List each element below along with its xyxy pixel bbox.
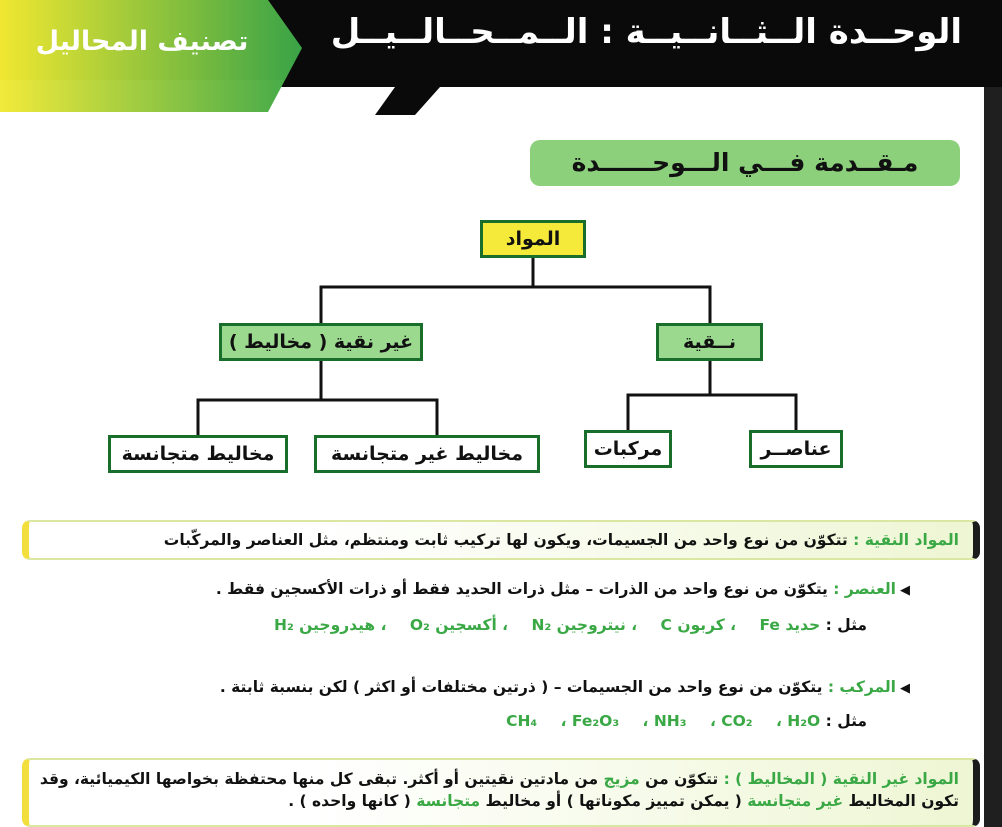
tree-root-materials: المواد	[480, 220, 586, 258]
keyword-heterogeneous: غير متجانسة	[747, 792, 844, 810]
pure-definition-bar	[22, 520, 980, 560]
compound-examples-label: مثل :	[825, 712, 867, 730]
tree-pure: نــقية	[656, 323, 763, 361]
impure-text-2: من مادتين نقيتين أو أكثر. تبقى كل منها محتفظة بخواصها الكيميائية، وقد تكون المخاليط	[39, 770, 959, 810]
example-item: ، نيتروجين N₂	[531, 616, 638, 634]
pure-definition	[29, 522, 973, 558]
tree-homogeneous: مخاليط متجانسة	[108, 435, 288, 473]
impure-definition	[29, 760, 973, 812]
unit-title: الوحــدة الــثــانــيــة : الــمــحــالــيــل	[330, 12, 962, 52]
badge-title: تصنيف المحاليل	[35, 26, 249, 57]
element-term: العنصر :	[833, 580, 896, 598]
pure-text: تتكوّن من نوع واحد من الجسيمات، ويكون لها تركيب ثابت ومنتظم، مثل العناصر والمركّبات	[163, 531, 854, 549]
impure-text-1: تتكوّن من	[639, 770, 724, 788]
tree-impure: غير نقية ( مخاليط )	[219, 323, 423, 361]
impure-text-3: ( يمكن تمييز مكوناتها ) أو مخاليط	[480, 792, 748, 810]
keyword-homogeneous: متجانسة	[416, 792, 481, 810]
tree-heterogeneous: مخاليط غير متجانسة	[314, 435, 540, 473]
element-examples	[256, 616, 867, 634]
example-item: ، NH₃	[642, 712, 687, 730]
example-item: ، هيدروجين H₂	[273, 616, 387, 634]
example-item: ، H₂O	[776, 712, 821, 730]
triangle-arrow-icon: ◀	[900, 583, 910, 598]
tree-compounds: مركبات	[584, 430, 672, 468]
impure-text-4: ( كانها واحده ) .	[288, 792, 417, 810]
example-item: ، Fe₂O₃	[560, 712, 620, 730]
example-item: ، أكسجين O₂	[409, 616, 509, 634]
tree-elements: عناصــر	[749, 430, 843, 468]
keyword-mixture: مزيج	[603, 770, 640, 788]
element-examples-label: مثل :	[825, 616, 867, 634]
compound-definition	[220, 678, 910, 696]
element-text: يتكوّن من نوع واحد من الذرات – مثل ذرات الحديد فقط أو ذرات الأكسجين فقط .	[215, 580, 834, 598]
compound-text: يتكوّن من نوع واحد من الجسيمات – ( ذرتين مختلفات أو اكثر ) لكن بنسبة ثابتة .	[219, 678, 828, 696]
compound-examples	[488, 712, 867, 730]
example-item: CH₄	[506, 712, 538, 730]
example-item: ، CO₂	[709, 712, 753, 730]
pure-term: المواد النقية :	[853, 531, 959, 549]
triangle-arrow-icon: ◀	[900, 681, 910, 696]
impure-term: المواد غير النقية ( المخاليط ) :	[723, 770, 959, 788]
example-item: ، كربون C	[660, 616, 737, 634]
example-item: حديد Fe	[759, 616, 821, 634]
impure-definition-bar	[22, 758, 980, 827]
element-definition	[216, 580, 910, 598]
intro-title: مـقــدمة فـــي الـــوحــــــدة	[530, 140, 960, 186]
compound-term: المركب :	[827, 678, 896, 696]
